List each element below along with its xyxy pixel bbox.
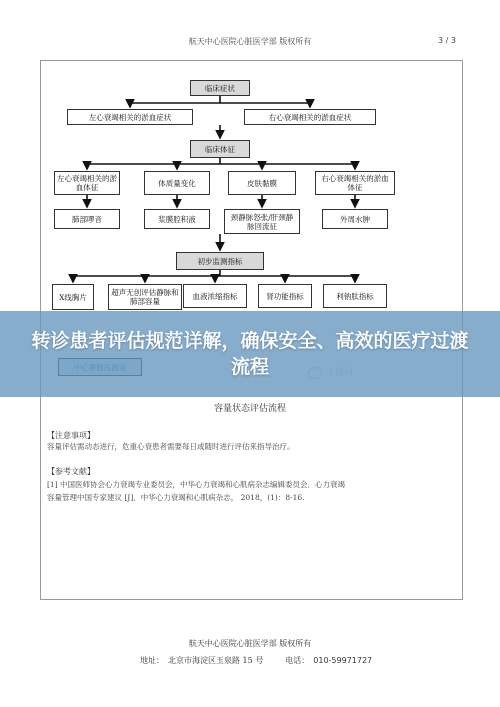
address-label: 地址： bbox=[140, 656, 164, 665]
right-signs-box: 右心衰竭相关的淤血体征 bbox=[315, 171, 395, 195]
notes-heading: 【注意事项】 bbox=[47, 431, 95, 440]
left-congestion-symptoms-box: 左心衰竭相关的淤血症状 bbox=[67, 109, 193, 125]
clinical-symptoms-box: 临床症状 bbox=[190, 80, 250, 96]
natriuretic-box: 利钠肽指标 bbox=[323, 284, 387, 308]
reference-line-2: 容量管理中国专家建议 [J]．中华心力衰竭和心肌病杂志， 2018，(1)：8-16. bbox=[47, 493, 305, 502]
ultrasound-box: 超声无创评估静脉和肺部容量 bbox=[108, 284, 182, 310]
phone-label: 电话： bbox=[285, 656, 310, 665]
page-number: 3 / 3 bbox=[438, 36, 456, 45]
skin-mucosa-box: 皮肤黏膜 bbox=[228, 171, 296, 195]
references-heading: 【参考文献】 bbox=[47, 467, 95, 476]
figure-caption: 容量状态评估流程 bbox=[213, 404, 286, 414]
lung-rales-box: 肺部啰音 bbox=[54, 209, 120, 229]
left-signs-box: 左心衰竭相关的淤血体征 bbox=[54, 171, 120, 195]
edema-box: 外周水肿 bbox=[322, 209, 388, 229]
jugular-hepatic-box: 颈静脉怒张/肝颈静脉回流征 bbox=[224, 209, 300, 234]
right-congestion-symptoms-box: 右心衰竭相关的淤血症状 bbox=[244, 109, 376, 125]
blood-concentration-box: 血液浓缩指标 bbox=[183, 284, 247, 308]
initial-monitoring-box: 初步监测指标 bbox=[176, 252, 264, 270]
page-footer bbox=[0, 638, 500, 666]
chest-xray-box: X线胸片 bbox=[52, 284, 94, 310]
renal-function-box: 肾功能指标 bbox=[258, 284, 312, 308]
reference-line-1: [1] 中国医师协会心力衰竭专业委员会，中华心力衰竭和心肌病杂志编辑委员会．心力衰竭 bbox=[47, 480, 346, 489]
page-header bbox=[0, 36, 500, 50]
serous-effusion-box: 浆膜腔积液 bbox=[144, 209, 210, 229]
notes-body: 容量评估需动态进行，危重心衰患者需要每日或随时进行评估来指导治疗。 bbox=[47, 442, 295, 451]
banner-title: 转诊患者评估规范详解，确保安全、高效的医疗过渡流程 bbox=[31, 330, 469, 378]
phone: 010-59971727 bbox=[313, 656, 373, 665]
header-title: 航天中心医院心脏医学部 版权所有 bbox=[188, 37, 312, 46]
fluid-change-box: 体质量变化 bbox=[144, 171, 210, 195]
clinical-signs-box: 临床体征 bbox=[190, 140, 250, 158]
footer-copyright: 航天中心医院心脏医学部 版权所有 bbox=[188, 639, 312, 648]
footer-contact bbox=[140, 655, 500, 666]
title-banner bbox=[0, 311, 500, 397]
address: 北京市海淀区玉泉路 15 号 bbox=[168, 656, 264, 665]
